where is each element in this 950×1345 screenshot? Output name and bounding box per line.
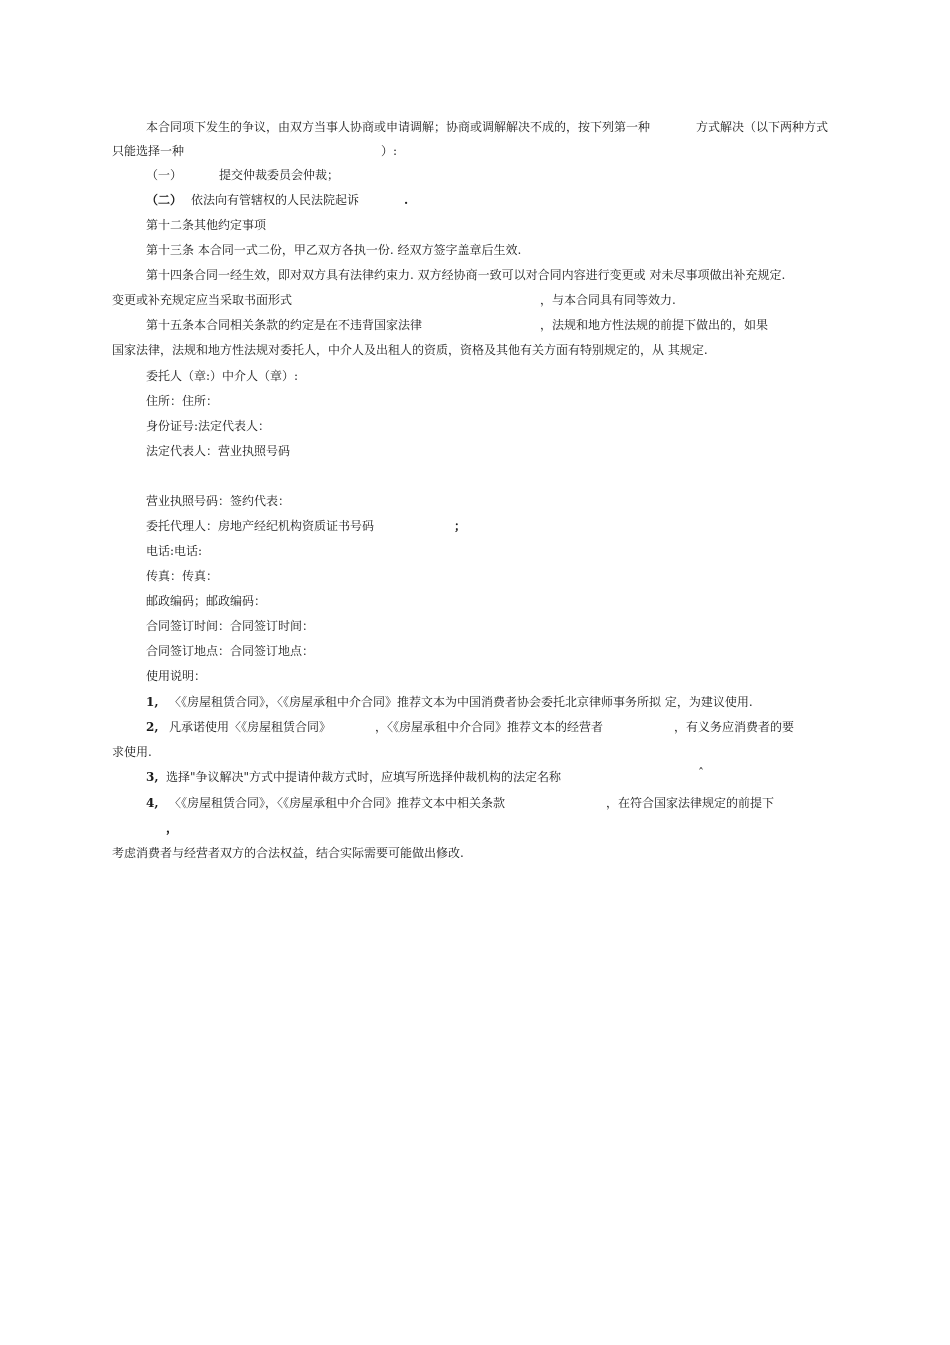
dispute-line-1b: 方式解决（以下两种方式 — [696, 120, 829, 134]
note-1-text: 〈《房屋租赁合同》，〈《房屋承租中介合同》推荐文本为中国消费者协会委托北京律师事务所拟 定，为建议使用. — [169, 695, 753, 709]
signature-phone: 电话:电话: — [146, 544, 203, 558]
article-14-line-2b: ，与本合同具有同等效力. — [540, 293, 676, 307]
option-2-period: . — [404, 193, 409, 207]
note-2-text-b: ，〈《房屋承租中介合同》推荐文本的经营者 — [375, 720, 604, 734]
article-14-line-1: 第十四条合同一经生效，即对双方具有法律约束力. 双方经协商一致可以对合同内容进行变更或 对未尽事项做出补充规定. — [146, 268, 786, 282]
signature-sign-place: 合同签订地点：合同签订地点： — [146, 644, 315, 658]
signature-sign-time: 合同签订时间：合同签订时间： — [146, 619, 315, 633]
signature-id-number: 身份证号:法定代表人： — [146, 419, 271, 433]
note-4-text-d: 考虑消费者与经营者双方的合法权益，结合实际需要可能做出修改. — [112, 846, 464, 860]
article-14-line-2a: 变更或补充规定应当采取书面形式 — [112, 293, 293, 307]
note-1-number: 1, — [146, 695, 159, 709]
note-3-text: 选择"争议解决"方式中提请仲裁方式时，应填写所选择仲裁机构的法定名称 — [166, 770, 562, 784]
note-2-text-d: 求使用. — [112, 745, 152, 759]
signature-address: 住所：住所： — [146, 394, 219, 408]
signature-legal-rep: 法定代表人：营业执照号码 — [146, 444, 291, 458]
article-15-line-1a: 第十五条本合同相关条款的约定是在不违背国家法律 — [146, 318, 423, 332]
option-1-marker: （一） — [146, 168, 183, 182]
note-4-number: 4, — [146, 796, 159, 810]
option-2-text: 依法向有管辖权的人民法院起诉 — [191, 193, 360, 207]
signature-client: 委托人（章:）中介人（章）: — [146, 369, 299, 383]
note-2-number: 2, — [146, 720, 159, 734]
option-1-text: 提交仲裁委员会仲裁； — [219, 168, 340, 182]
note-3-caret: ˆ — [698, 766, 704, 780]
signature-agent: 委托代理人：房地产经纪机构资质证书号码 — [146, 519, 375, 533]
note-2-text-a: 凡承诺使用〈《房屋租赁合同》 — [169, 720, 332, 734]
note-4-text-b: ，在符合国家法律规定的前提下 — [606, 796, 775, 810]
signature-agent-semicolon: ； — [454, 519, 467, 533]
note-3-number: 3, — [146, 770, 159, 784]
dispute-line-1a: 本合同项下发生的争议，由双方当事人协商或申请调解；协商或调解解决不成的，按下列第一种 — [146, 120, 651, 134]
option-2-marker: （二） — [146, 193, 183, 207]
signature-fax: 传真：传真： — [146, 569, 219, 583]
article-13: 第十三条 本合同一式二份，甲乙双方各执一份. 经双方签字盖章后生效. — [146, 243, 522, 257]
note-4-comma: ， — [166, 821, 179, 835]
usage-notes-heading: 使用说明： — [146, 669, 207, 683]
article-15-line-2: 国家法律，法规和地方性法规对委托人，中介人及出租人的资质，资格及其他有关方面有特别规定的，从 其规定. — [112, 343, 708, 357]
signature-license: 营业执照号码：签约代表： — [146, 494, 291, 508]
dispute-line-2b: ）: — [381, 144, 398, 158]
note-2-text-c: ，有义务应消费者的要 — [674, 720, 795, 734]
dispute-line-2a: 只能选择一种 — [112, 144, 185, 158]
article-12: 第十二条其他约定事项 — [146, 218, 267, 232]
article-15-line-1b: ，法规和地方性法规的前提下做出的，如果 — [540, 318, 769, 332]
signature-postcode: 邮政编码；邮政编码： — [146, 594, 267, 608]
note-4-text-a: 〈《房屋租赁合同》，〈《房屋承租中介合同》推荐文本中相关条款 — [169, 796, 506, 810]
